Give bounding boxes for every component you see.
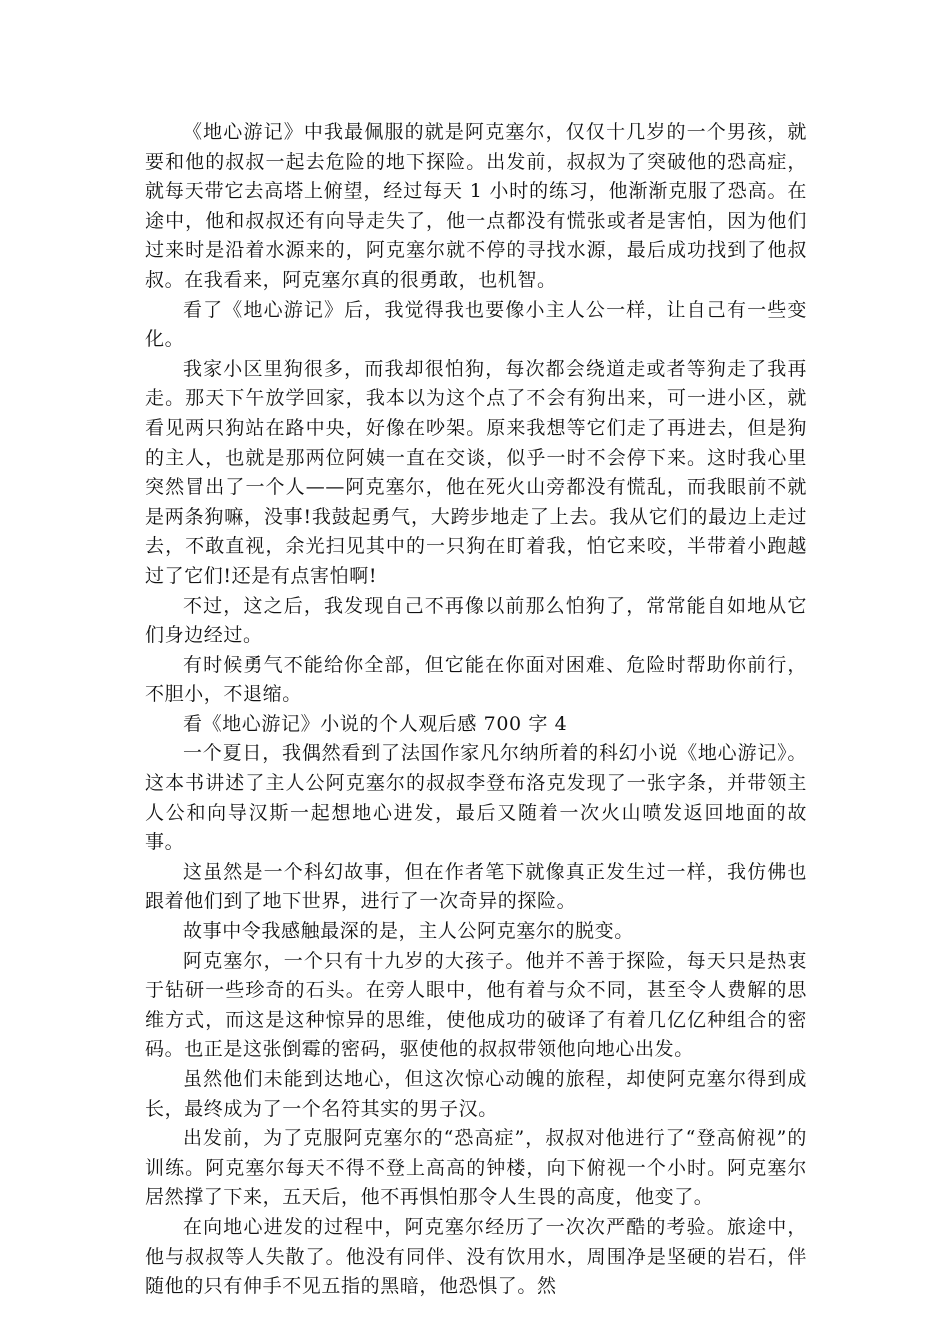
paragraph-11: 出发前，为了克服阿克塞尔的“恐高症”，叔叔对他进行了“登高俯视”的训练。阿克塞尔每天不得不登上高高的钟楼，向下俯视一个小时。阿克塞尔居然撑了下来，五天后，他不再惧怕那令人生畏的高度，他变了。 (145, 1127, 807, 1209)
paragraph-2: 看了《地心游记》后，我觉得我也要像小主人公一样，让自己有一些变化。 (145, 298, 807, 351)
paragraph-3: 我家小区里狗很多，而我却很怕狗，每次都会绕道走或者等狗走了我再走。那天下午放学回家，我本以为这个点了不会有狗出来，可一进小区，就看见两只狗站在路中央，好像在吵架。原来我想等它们走了再进去，但是狗的主人，也就是那两位阿姨一直在交谈，似乎一时不会停下来。这时我心里突然冒出了一个人——阿克塞尔，他在死火山旁都没有慌乱，而我眼前不就是两条狗嘛，没事!我鼓起勇气，大跨步地走了上去。我从它们的最边上走过去，不敢直视，余光扫见其中的一只狗在盯着我，怕它来咬，半带着小跑越过了它们!还是有点害怕啊! (145, 357, 807, 587)
paragraph-12: 在向地心进发的过程中，阿克塞尔经历了一次次严酷的考验。旅途中，他与叔叔等人失散了。他没有同伴、没有饮用水，周围净是坚硬的岩石，伴随他的只有伸手不见五指的黑暗，他恐惧了。然 (145, 1215, 807, 1298)
paragraph-5: 有时候勇气不能给你全部，但它能在你面对困难、危险时帮助你前行，不胆小，不退缩。 (145, 653, 807, 706)
paragraph-1: 《地心游记》中我最佩服的就是阿克塞尔，仅仅十几岁的一个男孩，就要和他的叔叔一起去危险的地下探险。出发前，叔叔为了突破他的恐高症，就每天带它去高塔上俯望，经过每天 1 小时的练习，他渐渐克服了恐高。在途中，他和叔叔还有向导走失了，他一点都没有慌张或者是害怕，因为他们过来时是沿着水源来的，阿克塞尔就不停的寻找水源，最后成功找到了他叔叔。在我看来，阿克塞尔真的很勇敢，也机智。 (145, 121, 807, 291)
document-body (145, 118, 807, 1302)
paragraph-9: 阿克塞尔，一个只有十九岁的大孩子。他并不善于探险，每天只是热衷于钻研一些珍奇的石头。在旁人眼中，他有着与众不同，甚至令人费解的思维方式，而这是这种惊异的思维，使他成功的破译了有着几亿亿种组合的密码。也正是这张倒霉的密码，驱使他的叔叔带领他向地心出发。 (145, 949, 807, 1061)
paragraph-4: 不过，这之后，我发现自己不再像以前那么怕狗了，常常能自如地从它们身边经过。 (145, 594, 807, 647)
paragraph-6: 一个夏日，我偶然看到了法国作家凡尔纳所着的科幻小说《地心游记》。这本书讲述了主人公阿克塞尔的叔叔李登布洛克发现了一张字条，并带领主人公和向导汉斯一起想地心进发，最后又随着一次火山喷发返回地面的故事。 (145, 742, 807, 854)
paragraph-7: 这虽然是一个科幻故事，但在作者笔下就像真正发生过一样，我仿佛也跟着他们到了地下世界，进行了一次奇异的探险。 (145, 860, 807, 913)
paragraph-10: 虽然他们未能到达地心，但这次惊心动魄的旅程，却使阿克塞尔得到成长，最终成为了一个名符其实的男子汉。 (145, 1068, 807, 1120)
section-heading: 看《地心游记》小说的个人观后感 700 字 4 (183, 712, 568, 735)
paragraph-8: 故事中令我感触最深的是，主人公阿克塞尔的脱变。 (183, 920, 634, 943)
